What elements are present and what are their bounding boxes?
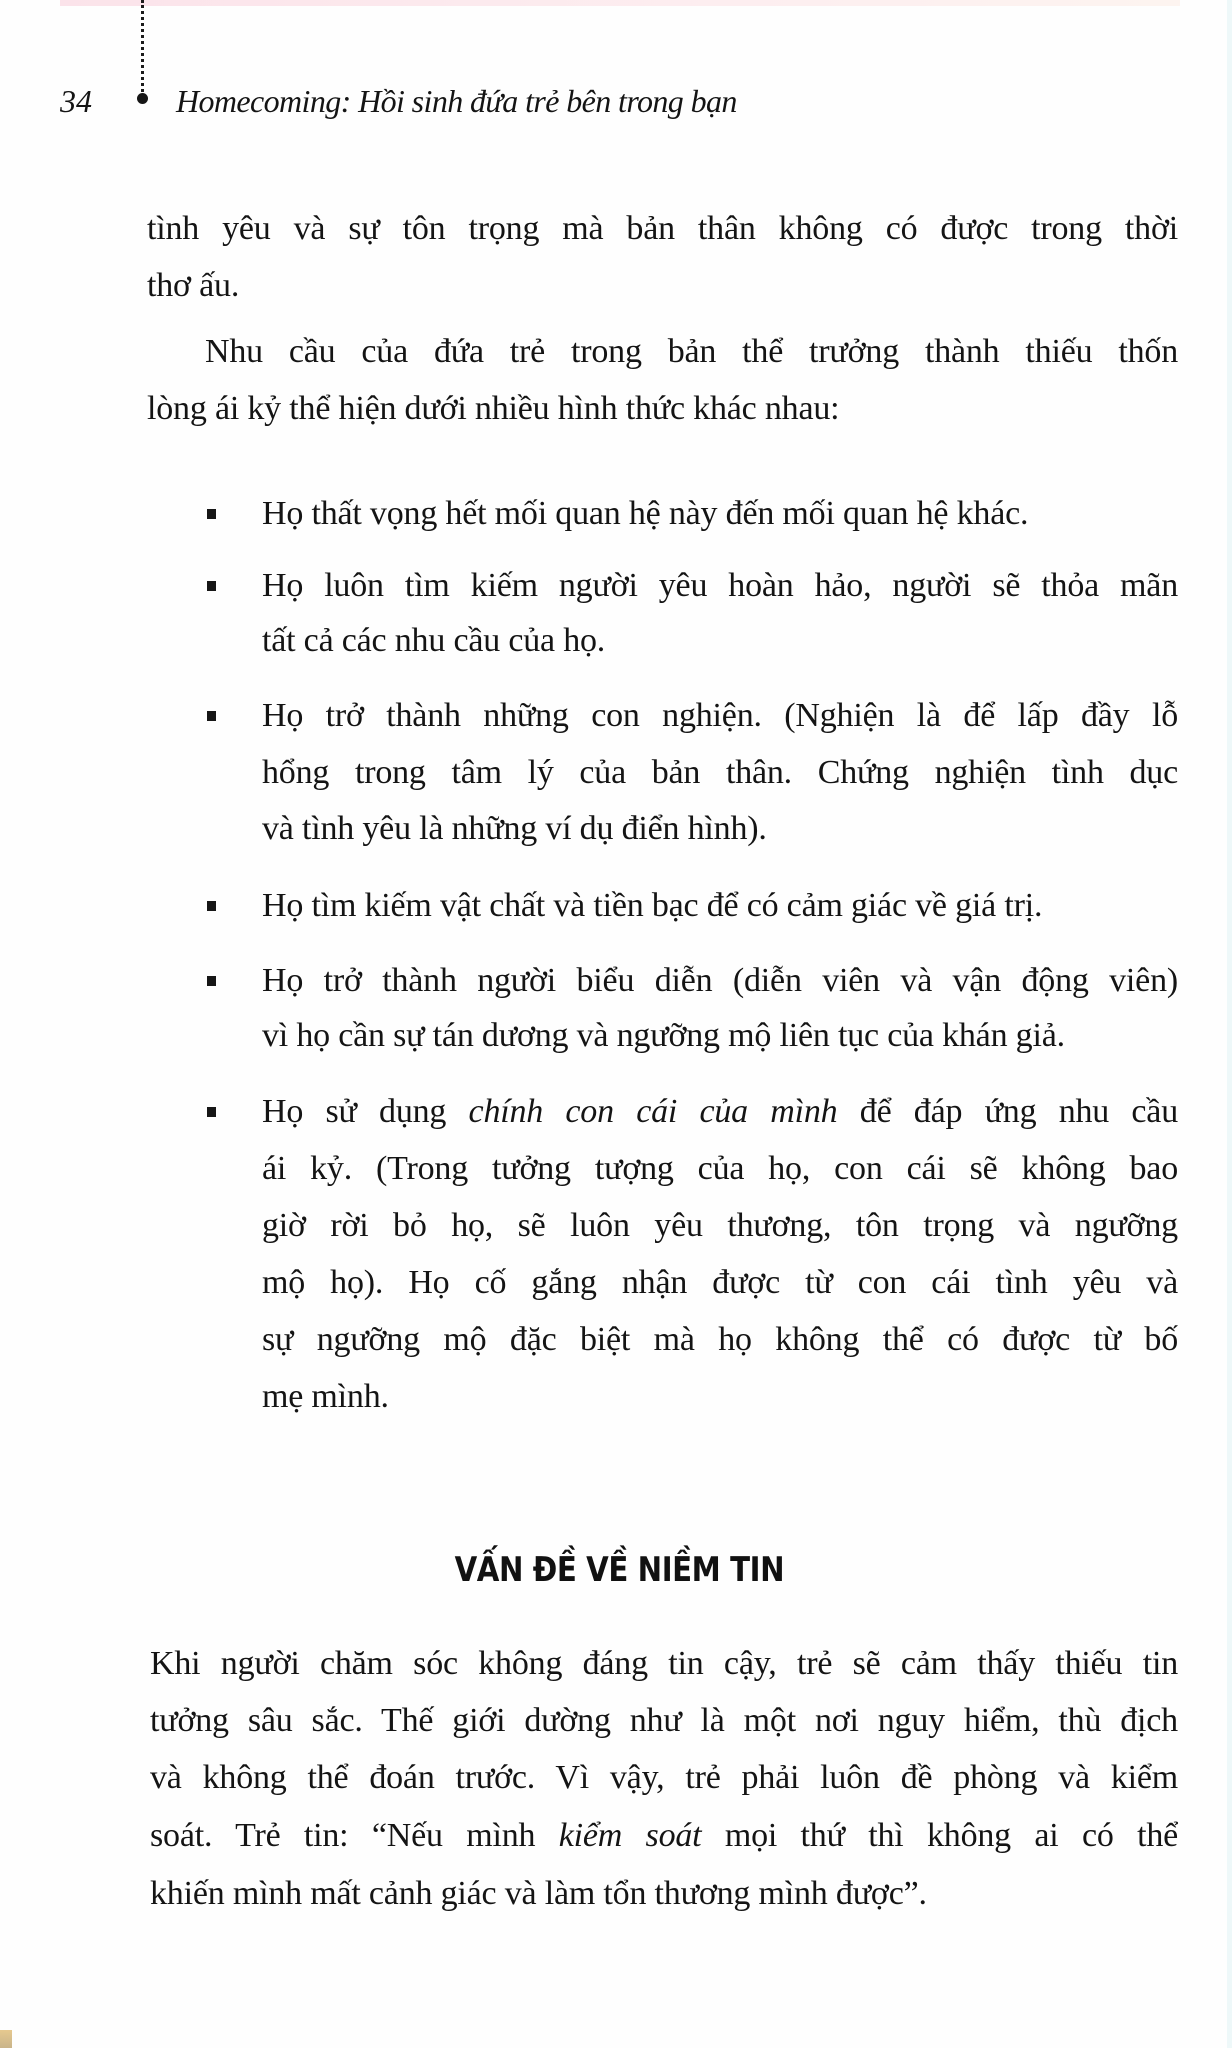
emphasis-text: chính con cái của mình (468, 1093, 838, 1130)
text-run: mộ họ). Họ cố gắng nhận được từ con cái tình yêu và (262, 1264, 1178, 1301)
page-top-edge-tint (60, 0, 1180, 6)
text-run: lòng ái kỷ thể hiện dưới nhiều hình thức khác nhau: (147, 390, 840, 427)
text-run: vì họ cần sự tán dương và ngưỡng mộ liên tục của khán giả. (262, 1017, 1065, 1054)
square-bullet-icon (207, 976, 216, 986)
body-line (150, 1701, 1178, 1741)
text-run: Nhu cầu của đứa trẻ trong bản thể trưởng thành thiếu thốn (205, 333, 1178, 370)
body-line (150, 1816, 1178, 1856)
text-run: Họ thất vọng hết mối quan hệ này đến mối quan hệ khác. (262, 495, 1029, 532)
body-line (150, 1874, 927, 1914)
text-run: tất cả các nhu cầu của họ. (262, 622, 606, 659)
text-run: Họ trở thành những con nghiện. (Nghiện là để lấp đầy lỗ (262, 697, 1178, 734)
text-run: Họ tìm kiếm vật chất và tiền bạc để có cảm giác về giá trị. (262, 887, 1043, 924)
text-run: Khi người chăm sóc không đáng tin cậy, trẻ sẽ cảm thấy thiếu tin (150, 1645, 1178, 1682)
text-run: mẹ mình. (262, 1378, 389, 1415)
page-right-edge (1227, 0, 1232, 2048)
bullet-line (262, 1092, 1178, 1132)
bullet-line (262, 621, 605, 661)
emphasis-text: kiểm soát (558, 1817, 702, 1854)
dotted-rule-decoration (141, 0, 144, 92)
bullet-line (262, 1377, 389, 1417)
bullet-line (262, 961, 1178, 1001)
bullet-line (262, 494, 1028, 534)
bullet-line (262, 1320, 1178, 1360)
text-run: để đáp ứng nhu cầu (837, 1093, 1178, 1130)
body-line (147, 266, 239, 306)
square-bullet-icon (207, 1107, 216, 1117)
scan-corner-artifact (0, 2030, 12, 2048)
text-run: mọi thứ thì không ai có thể (701, 1817, 1179, 1854)
square-bullet-icon (207, 901, 216, 911)
text-run: khiến mình mất cảnh giác và làm tổn thương mình được”. (150, 1875, 927, 1912)
bullet-line (262, 1149, 1178, 1189)
bullet-line (262, 1263, 1178, 1303)
bullet-dot-icon (137, 93, 148, 104)
text-run: sự ngưỡng mộ đặc biệt mà họ không thể có được từ bố (262, 1321, 1178, 1358)
text-run: Họ luôn tìm kiếm người yêu hoàn hảo, người sẽ thỏa mãn (262, 567, 1178, 604)
text-run: và không thể đoán trước. Vì vậy, trẻ phải luôn đề phòng và kiểm (150, 1759, 1178, 1796)
text-run: tình yêu và sự tôn trọng mà bản thân không có được trong thời (147, 210, 1178, 247)
bullet-line (262, 566, 1178, 606)
square-bullet-icon (207, 711, 216, 721)
bullet-line (262, 886, 1042, 926)
body-line (147, 389, 839, 429)
bullet-line (262, 753, 1178, 793)
text-run: Họ sử dụng (262, 1093, 469, 1130)
running-title: Homecoming: Hồi sinh đứa trẻ bên trong bạn (176, 83, 737, 119)
bullet-line (262, 1016, 1065, 1056)
square-bullet-icon (207, 581, 216, 591)
page-number: 34 (60, 83, 92, 119)
section-heading: VẤN ĐỀ VỀ NIỀM TIN (454, 1550, 785, 1590)
body-line (147, 209, 1178, 249)
text-run: ái kỷ. (Trong tưởng tượng của họ, con cái sẽ không bao (262, 1150, 1178, 1187)
bullet-line (262, 696, 1178, 736)
text-run: giờ rời bỏ họ, sẽ luôn yêu thương, tôn trọng và ngưỡng (262, 1207, 1178, 1244)
text-run: soát. Trẻ tin: “Nếu mình (150, 1817, 559, 1854)
text-run: hổng trong tâm lý của bản thân. Chứng nghiện tình dục (262, 754, 1178, 791)
text-run: Họ trở thành người biểu diễn (diễn viên và vận động viên) (262, 962, 1178, 999)
bullet-line (262, 809, 767, 849)
body-line (150, 1644, 1178, 1684)
body-line (205, 332, 1178, 372)
square-bullet-icon (207, 509, 216, 519)
text-run: thơ ấu. (147, 267, 240, 304)
bullet-line (262, 1206, 1178, 1246)
body-line (150, 1758, 1178, 1798)
text-run: tưởng sâu sắc. Thế giới dường như là một nơi nguy hiểm, thù địch (150, 1702, 1178, 1739)
text-run: và tình yêu là những ví dụ điển hình). (262, 810, 767, 847)
